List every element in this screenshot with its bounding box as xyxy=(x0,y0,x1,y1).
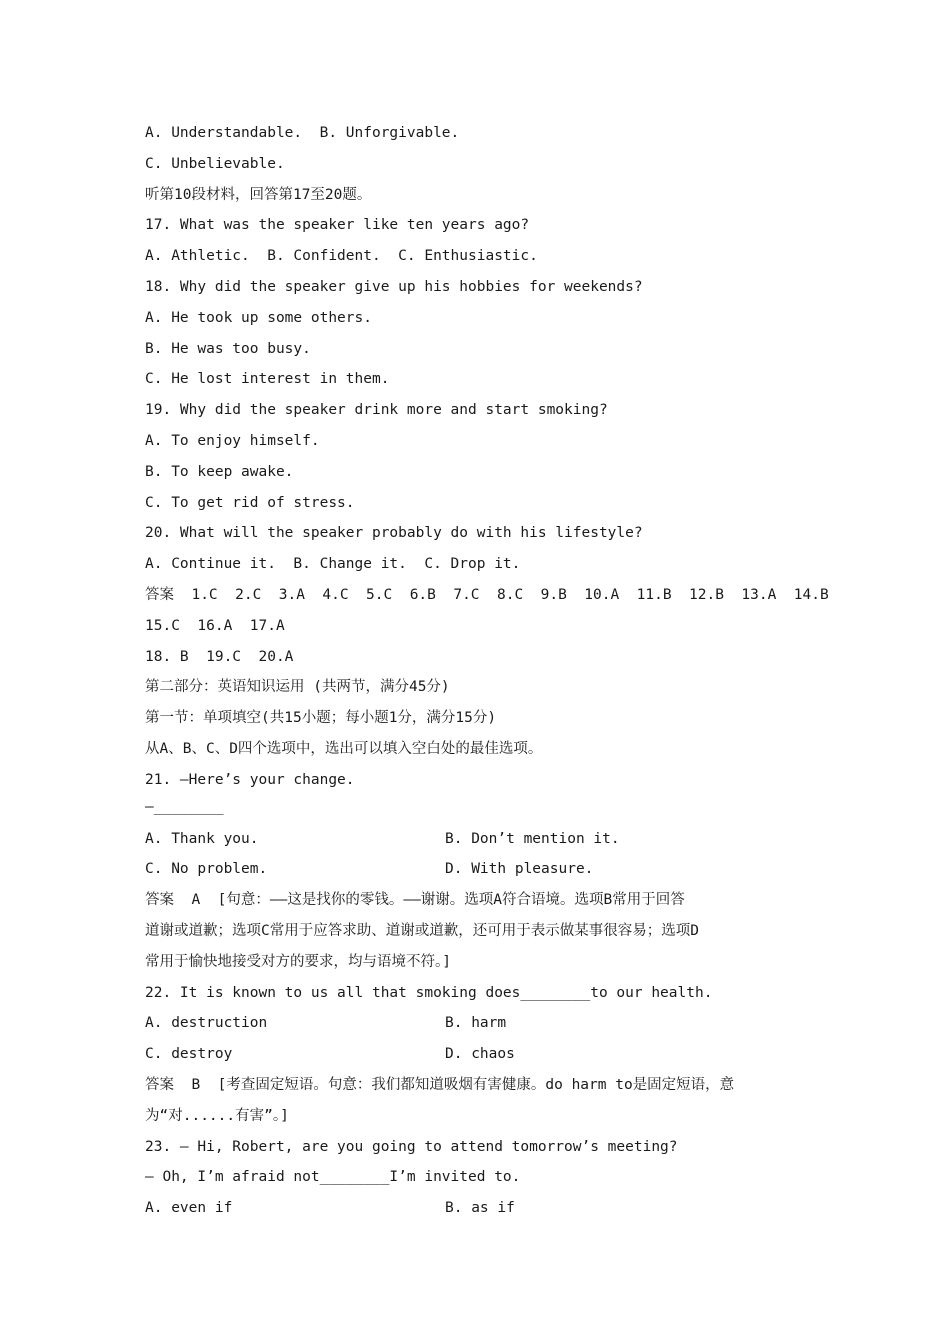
part-two-heading: 第二部分：英语知识运用 (共两节，满分45分) xyxy=(145,679,450,696)
q21-option-b: B. Don’t mention it. xyxy=(445,830,620,847)
q23-options-ab xyxy=(145,1193,825,1224)
q23-option-b: B. as if xyxy=(445,1200,515,1217)
section-one-instruction: 从A、B、C、D四个选项中，选出可以填入空白处的最佳选项。 xyxy=(145,740,543,757)
document-page xyxy=(145,118,829,1224)
section-one-heading: 第一节：单项填空(共15小题；每小题1分，满分15分) xyxy=(145,710,497,727)
q22-options-cd xyxy=(145,1039,825,1070)
q19-question: 19. Why did the speaker drink more and start smoking? xyxy=(145,402,608,419)
q21-options-ab xyxy=(145,824,825,855)
q22-options-ab xyxy=(145,1008,825,1039)
q22-answer-line-2: 为“对......有害”。] xyxy=(145,1107,289,1124)
q19-option-c: C. To get rid of stress. xyxy=(145,494,355,511)
answer-key-row-1: 答案 1.C 2.C 3.A 4.C 5.C 6.B 7.C 8.C 9.B 10.A 11.B 12.B 13.A 14.B xyxy=(145,586,829,603)
q18-option-c: C. He lost interest in them. xyxy=(145,371,390,388)
q23-option-a: A. even if xyxy=(145,1200,233,1217)
q21-blank: —________ xyxy=(145,798,224,815)
q19-option-b: B. To keep awake. xyxy=(145,463,294,480)
q21-answer-line-2: 道谢或道歉；选项C常用于应答求助、道谢或道歉，还可用于表示做某事很容易；选项D xyxy=(145,922,699,939)
q22-option-b: B. harm xyxy=(445,1015,507,1032)
q21-option-c: C. No problem. xyxy=(145,861,268,878)
q22-option-d: D. chaos xyxy=(445,1046,515,1063)
q21-options-cd xyxy=(145,854,825,885)
q20-options: A. Continue it. B. Change it. C. Drop it. xyxy=(145,556,521,573)
q19-option-a: A. To enjoy himself. xyxy=(145,432,320,449)
q23-reply: — Oh, I’m afraid not________I’m invited to. xyxy=(145,1169,521,1186)
q22-option-a: A. destruction xyxy=(145,1015,268,1032)
q16-option-c: C. Unbelievable. xyxy=(145,155,285,172)
q21-answer-line-3: 常用于愉快地接受对方的要求，均与语境不符。] xyxy=(145,953,451,970)
q23-question: 23. — Hi, Robert, are you going to attend tomorrow’s meeting? xyxy=(145,1138,678,1155)
q22-question: 22. It is known to us all that smoking does________to our health. xyxy=(145,984,713,1001)
q18-option-b: B. He was too busy. xyxy=(145,340,311,357)
q16-options-ab: A. Understandable. B. Unforgivable. xyxy=(145,125,460,141)
q18-option-a: A. He took up some others. xyxy=(145,309,372,326)
q21-answer-line-1: 答案 A [句意：——这是找你的零钱。——谢谢。选项A符合语境。选项B常用于回答 xyxy=(145,892,685,909)
q21-option-a: A. Thank you. xyxy=(145,830,259,847)
q22-answer-line-1: 答案 B [考查固定短语。句意：我们都知道吸烟有害健康。do harm to是固定短语，意 xyxy=(145,1076,735,1093)
q21-question: 21. —Here’s your change. xyxy=(145,771,355,788)
q20-question: 20. What will the speaker probably do with his lifestyle? xyxy=(145,525,643,542)
q21-option-d: D. With pleasure. xyxy=(445,861,594,878)
answer-key-row-2: 15.C 16.A 17.A xyxy=(145,617,285,634)
q22-option-c: C. destroy xyxy=(145,1046,233,1063)
q17-options: A. Athletic. B. Confident. C. Enthusiastic. xyxy=(145,248,538,265)
q17-question: 17. What was the speaker like ten years ago? xyxy=(145,217,530,234)
section-instruction: 听第10段材料，回答第17至20题。 xyxy=(145,186,372,203)
answer-key-row-3: 18. B 19.C 20.A xyxy=(145,648,294,665)
q18-question: 18. Why did the speaker give up his hobbies for weekends? xyxy=(145,278,643,295)
